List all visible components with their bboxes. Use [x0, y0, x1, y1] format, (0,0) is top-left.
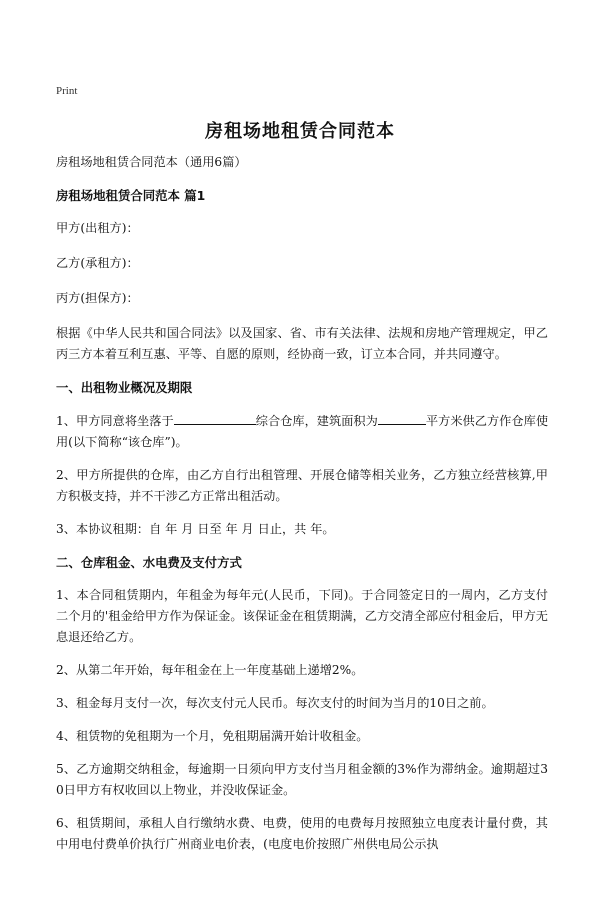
area-blank — [378, 410, 426, 425]
section1-item2: 2、甲方所提供的仓库，由乙方自行出租管理、开展仓储等相关业务，乙方独立经营核算,甲方积极支持，并不干涉乙方正常出租活动。 — [56, 468, 548, 503]
section1-item3: 3、本协议租期：自 年 月 日至 年 月 日止，共 年。 — [56, 522, 335, 536]
intro-paragraph: 根据《中华人民共和国合同法》以及国家、省、市有关法律、法规和房地产管理规定，甲乙丙三方本着互利互惠、平等、自愿的原则，经协商一致，订立本合同，并共同遵守。 — [56, 326, 548, 361]
section2-heading: 二、仓库租金、水电费及支付方式 — [56, 555, 242, 570]
section1-item1-text-a: 1、甲方同意将坐落于 — [56, 414, 174, 428]
section2-item3: 3、租金每月支付一次，每次支付元人民币。每次支付的时间为当月的10日之前。 — [56, 696, 494, 710]
document-title: 房租场地租赁合同范本 — [205, 121, 395, 142]
section2-item1: 1、本合同租赁期内，年租金为每年元(人民币，下同)。于合同签定日的一周内，乙方支付二个月的'租金给甲方作为保证金。该保证金在租赁期满，乙方交清全部应付租金后，甲方无息退还给乙方。 — [56, 588, 548, 644]
party-c-line: 丙方(担保方)： — [56, 291, 139, 305]
location-blank — [174, 410, 256, 425]
part-heading: 房租场地租赁合同范本 篇1 — [56, 188, 206, 203]
party-a-line: 甲方(出租方)： — [56, 221, 139, 235]
document-body — [56, 152, 548, 867]
party-b-line: 乙方(承租方)： — [56, 256, 139, 270]
section2-item4: 4、租赁物的免租期为一个月，免租期届满开始计收租金。 — [56, 729, 369, 743]
section1-item1 — [56, 410, 548, 453]
section1-item1-text-b: 综合仓库，建筑面积为 — [255, 414, 378, 428]
section2-item5: 5、乙方逾期交纳租金，每逾期一日须向甲方支付当月租金额的3%作为滞纳金。逾期超过30日甲方有权收回以上物业，并没收保证金。 — [56, 762, 548, 797]
section2-item6: 6、租赁期间，承租人自行缴纳水费、电费，使用的电费每月按照独立电度表计量付费，其中用电付费单价执行广州商业电价表，(电度电价按照广州供电局公示执 — [56, 816, 548, 851]
section1-heading: 一、出租物业概况及期限 — [56, 380, 193, 395]
section1-item1-text-c: 平方米供乙方作仓库使用(以下简称“该仓库”)。 — [56, 414, 549, 449]
document-subtitle: 房租场地租赁合同范本（通用6篇） — [56, 155, 247, 169]
print-label: Print — [56, 85, 78, 97]
section2-item2: 2、从第二年开始，每年租金在上一年度基础上递增2%。 — [56, 663, 364, 677]
